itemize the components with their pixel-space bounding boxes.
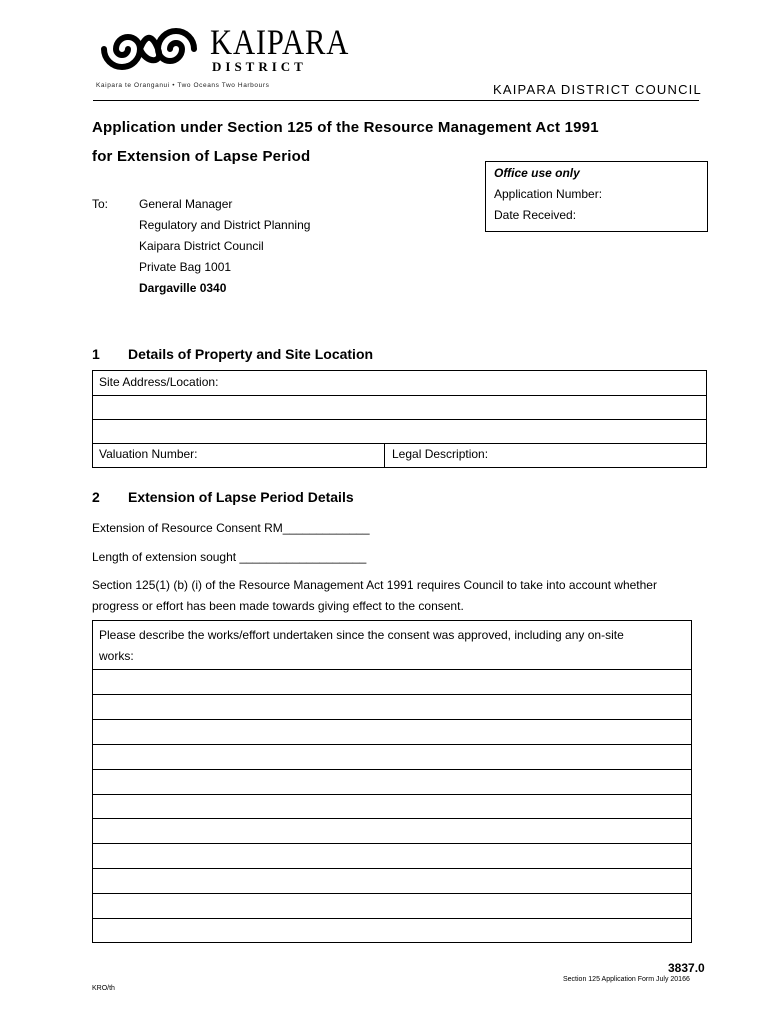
address-line: Dargaville 0340 bbox=[139, 281, 227, 295]
form-name-footer: Section 125 Application Form July 20166 bbox=[563, 976, 690, 983]
section-125-paragraph: progress or effort has been made towards giving effect to the consent. bbox=[92, 599, 464, 613]
legal-description-field[interactable]: Legal Description: bbox=[392, 447, 489, 461]
writing-line bbox=[92, 868, 692, 869]
writing-line bbox=[92, 719, 692, 720]
application-number-label: Application Number: bbox=[494, 187, 603, 201]
logo-tagline: Kaipara te Oranganui • Two Oceans Two Harbours bbox=[96, 82, 270, 89]
section1-number: 1 bbox=[92, 346, 100, 362]
form-title-line2: for Extension of Lapse Period bbox=[92, 148, 311, 165]
author-initials: KRO/th bbox=[92, 985, 115, 992]
site-address-field[interactable]: Site Address/Location: bbox=[99, 375, 219, 389]
section2-number: 2 bbox=[92, 489, 100, 505]
address-line: General Manager bbox=[139, 197, 233, 211]
writing-line bbox=[92, 893, 692, 894]
writing-line bbox=[92, 694, 692, 695]
writing-line bbox=[92, 918, 692, 919]
kaipara-logo-icon bbox=[94, 22, 204, 76]
section1-title: Details of Property and Site Location bbox=[128, 346, 374, 362]
logo-wordmark: KAIPARA bbox=[210, 22, 350, 62]
header-divider bbox=[93, 100, 699, 101]
council-name: KAIPARA DISTRICT COUNCIL bbox=[493, 82, 702, 97]
form-code: 3837.0 bbox=[668, 961, 705, 975]
writing-line bbox=[92, 669, 692, 670]
form-title-line1: Application under Section 125 of the Resource Management Act 1991 bbox=[92, 119, 599, 136]
valuation-number-field[interactable]: Valuation Number: bbox=[99, 447, 198, 461]
works-description-prompt: Please describe the works/effort undertaken since the consent was approved, including any on-site bbox=[99, 628, 624, 642]
address-line: Private Bag 1001 bbox=[139, 260, 232, 274]
address-line: Kaipara District Council bbox=[139, 239, 264, 253]
works-description-prompt: works: bbox=[99, 649, 134, 663]
extension-length-field[interactable]: Length of extension sought ___________________ bbox=[92, 550, 367, 564]
writing-line bbox=[92, 769, 692, 770]
section-125-paragraph: Section 125(1) (b) (i) of the Resource Management Act 1991 requires Council to take into account whether bbox=[92, 578, 657, 592]
office-use-title: Office use only bbox=[494, 166, 580, 180]
site-address-line2-field[interactable] bbox=[93, 396, 706, 419]
address-line: Regulatory and District Planning bbox=[139, 218, 311, 232]
to-label: To: bbox=[92, 197, 109, 211]
date-received-label: Date Received: bbox=[494, 208, 577, 222]
writing-line bbox=[92, 843, 692, 844]
writing-line bbox=[92, 818, 692, 819]
writing-line bbox=[92, 744, 692, 745]
consent-number-field[interactable]: Extension of Resource Consent RM_____________ bbox=[92, 521, 370, 535]
logo-district-text: DISTRICT bbox=[212, 59, 307, 74]
table-rule bbox=[92, 443, 707, 444]
writing-line bbox=[92, 794, 692, 795]
table-rule bbox=[384, 443, 385, 468]
section2-title: Extension of Lapse Period Details bbox=[128, 489, 354, 505]
site-address-line3-field[interactable] bbox=[93, 420, 706, 443]
